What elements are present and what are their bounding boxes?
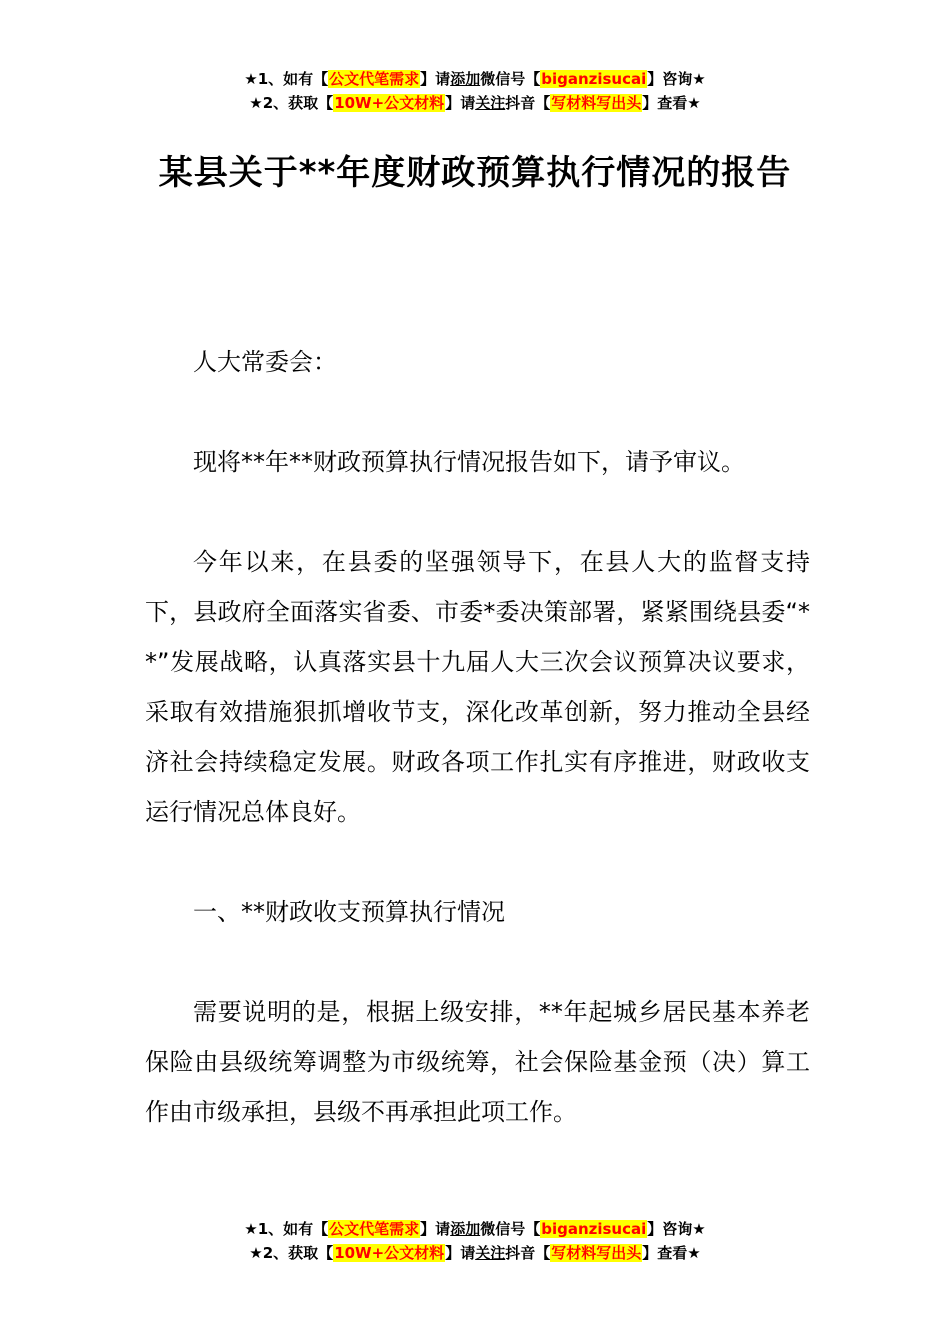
banner-text: 】咨询★ xyxy=(647,1220,706,1238)
document-title: 某县关于**年度财政预算执行情况的报告 xyxy=(158,153,792,193)
banner-text: ★1、如有【 xyxy=(244,70,329,88)
banner-highlight: 10W+公文材料 xyxy=(334,1244,445,1262)
banner-text: 微信号【 xyxy=(480,1220,541,1238)
banner-text: 】请 xyxy=(445,94,476,112)
salutation: 人大常委会： xyxy=(193,348,337,376)
paragraph-overview: 今年以来，在县委的坚强领导下，在县人大的监督支持下，县政府全面落实省委、市委*委决策部署，紧紧围绕县委“**”发展战略，认真落实县十九届人大三次会议预算决议要求，采取有效措施狠抓增收节支，深化改革创新，努力推动全县经济社会持续稳定发展。财政各项工作扎实有序推进，财政收支运行情况总体良好。 xyxy=(145,548,810,826)
banner-line-1 xyxy=(0,1217,950,1241)
banner-highlight: biganzisucai xyxy=(541,70,647,88)
paragraph-note: 需要说明的是，根据上级安排，**年起城乡居民基本养老保险由县级统筹调整为市级统筹，社会保险基金预（决）算工作由市级承担，县级不再承担此项工作。 xyxy=(145,998,810,1126)
banner-underlined-text: 关注 xyxy=(475,94,506,112)
banner-underlined-text: 关注 xyxy=(475,1244,506,1262)
banner-line-2 xyxy=(0,1241,950,1265)
banner-text: 】查看★ xyxy=(642,1244,701,1262)
section-heading-1: 一、**财政收支预算执行情况 xyxy=(193,898,505,926)
banner-text: 】咨询★ xyxy=(647,70,706,88)
banner-text: 】请 xyxy=(445,1244,476,1262)
paragraph-intro: 现将**年**财政预算执行情况报告如下，请予审议。 xyxy=(193,448,745,476)
banner-line-1 xyxy=(0,67,950,91)
banner-underlined-text: 添加 xyxy=(450,1220,481,1238)
banner-highlight: 公文代笔需求 xyxy=(329,70,420,88)
banner-highlight: 公文代笔需求 xyxy=(329,1220,420,1238)
banner-highlight: biganzisucai xyxy=(541,1220,647,1238)
header-banner xyxy=(0,67,950,115)
banner-highlight: 10W+公文材料 xyxy=(334,94,445,112)
banner-text: 】请 xyxy=(420,70,451,88)
document-body xyxy=(145,337,810,1137)
banner-text: ★2、获取【 xyxy=(249,94,334,112)
footer-banner xyxy=(0,1217,950,1265)
banner-highlight: 写材料写出头 xyxy=(551,1244,642,1262)
banner-line-2 xyxy=(0,91,950,115)
banner-text: 抖音【 xyxy=(505,94,551,112)
banner-text: ★2、获取【 xyxy=(249,1244,334,1262)
banner-highlight: 写材料写出头 xyxy=(551,94,642,112)
banner-text: 抖音【 xyxy=(505,1244,551,1262)
banner-text: 】请 xyxy=(420,1220,451,1238)
banner-text: 微信号【 xyxy=(480,70,541,88)
banner-text: 】查看★ xyxy=(642,94,701,112)
banner-text: ★1、如有【 xyxy=(244,1220,329,1238)
banner-underlined-text: 添加 xyxy=(450,70,481,88)
